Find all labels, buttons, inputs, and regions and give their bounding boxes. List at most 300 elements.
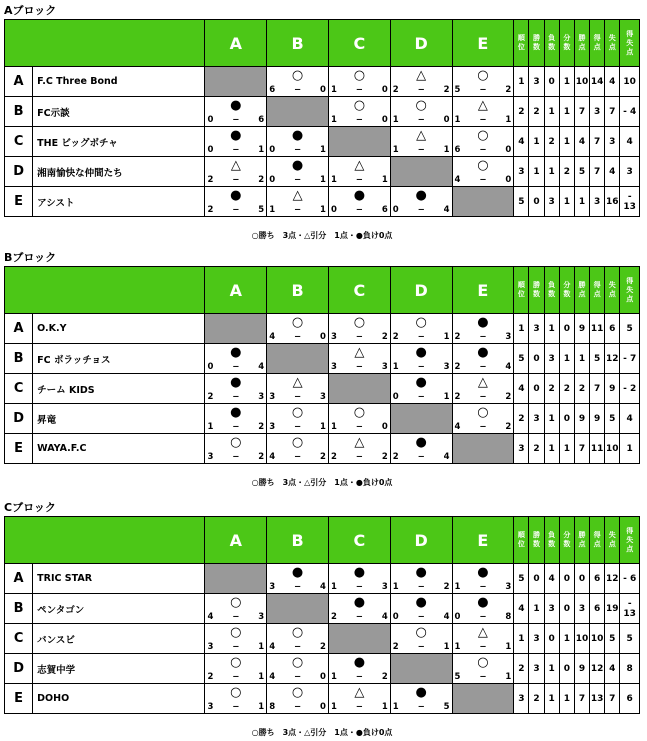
score-dash: − [294, 392, 302, 402]
column-header-stat: 得 点 [590, 517, 605, 564]
column-header-stat: 得 失 点 [620, 267, 640, 314]
result-mark: ● [415, 565, 427, 580]
score-home: 2 [330, 452, 337, 462]
score-away: 0 [320, 702, 326, 712]
result-mark: △ [292, 188, 303, 203]
result-mark: ● [230, 405, 242, 420]
match-result [205, 97, 267, 127]
team-name: FC示談 [33, 97, 205, 127]
stat-cell: 7 [574, 97, 589, 127]
team-name: 湘南愉快な仲間たち [33, 157, 205, 187]
score-dash: − [417, 642, 425, 652]
result-mark: ● [230, 188, 242, 203]
score-away: 6 [381, 205, 388, 215]
score-away: 2 [505, 392, 512, 402]
stat-cell: 5 [620, 624, 640, 654]
stat-cell: - 6 [620, 564, 640, 594]
score-dash: − [294, 332, 302, 342]
column-header-team: C [328, 267, 390, 314]
match-score [393, 582, 450, 592]
column-header-stat: 順 位 [514, 267, 529, 314]
match-result [452, 404, 514, 434]
score-home: 4 [269, 332, 276, 342]
result-mark: ● [353, 655, 366, 670]
result-mark: ○ [230, 655, 242, 670]
score-away: 2 [320, 452, 326, 462]
league-table-block [4, 516, 640, 737]
team-name: 昇竜 [33, 404, 205, 434]
team-row [5, 187, 640, 217]
score-home: 4 [454, 175, 461, 185]
score-away: 3 [320, 392, 326, 402]
team-name: バンスビ [33, 624, 205, 654]
score-dash: − [479, 392, 487, 402]
result-mark: ● [415, 435, 427, 450]
row-label: B [5, 344, 33, 374]
stat-cell: 0 [559, 314, 574, 344]
team-row [5, 594, 640, 624]
match-result [267, 654, 329, 684]
score-dash: − [479, 362, 487, 372]
score-away: 4 [443, 205, 450, 215]
score-away: 1 [320, 145, 326, 155]
stat-cell: 3 [544, 187, 559, 217]
score-away: 1 [443, 332, 450, 342]
match-score [393, 612, 450, 622]
match-score [455, 175, 512, 185]
match-result [328, 654, 390, 684]
score-dash: − [417, 115, 425, 125]
league-table [4, 266, 640, 464]
column-header-team: A [205, 267, 267, 314]
match-result [205, 127, 267, 157]
stat-cell: 3 [529, 654, 544, 684]
team-row [5, 404, 640, 434]
match-score [269, 452, 326, 462]
result-mark: ○ [291, 315, 304, 330]
result-mark: ○ [415, 625, 427, 640]
result-mark: ● [353, 595, 366, 610]
column-header-team: C [328, 20, 390, 67]
team-name: DOHO [33, 684, 205, 714]
self-match-cell [390, 404, 452, 434]
column-header-stat: 負 数 [544, 20, 559, 67]
score-home: 3 [269, 392, 276, 402]
self-match-cell [267, 594, 329, 624]
stat-cell: 0 [559, 404, 574, 434]
score-home: 1 [330, 85, 337, 95]
score-home: 1 [392, 582, 399, 592]
score-away: 4 [443, 612, 450, 622]
score-dash: − [417, 362, 425, 372]
score-dash: − [355, 332, 363, 342]
match-result [328, 404, 390, 434]
match-score [393, 145, 450, 155]
row-label: D [5, 654, 33, 684]
match-result [452, 374, 514, 404]
stat-cell: 4 [620, 404, 640, 434]
stat-cell: 4 [514, 594, 529, 624]
stat-cell: 4 [574, 127, 589, 157]
stat-cell: 3 [590, 97, 605, 127]
match-result [328, 594, 390, 624]
stat-cell: 1 [544, 434, 559, 464]
header-row [5, 517, 640, 564]
team-row [5, 344, 640, 374]
stat-cell: 5 [590, 344, 605, 374]
match-result [328, 434, 390, 464]
score-away: 1 [505, 115, 512, 125]
column-header-stat: 得 失 点 [620, 20, 640, 67]
match-score [269, 672, 326, 682]
match-score [331, 362, 388, 372]
score-away: 1 [505, 672, 512, 682]
result-mark: ● [477, 595, 489, 610]
score-home: 1 [392, 362, 399, 372]
score-home: 0 [269, 145, 276, 155]
block-title: Bブロック [4, 251, 57, 264]
score-away: 1 [381, 175, 388, 185]
score-dash: − [417, 612, 425, 622]
legend: ○勝ち 3点・△引分 1点・●負け0点 [251, 478, 393, 487]
score-home: 4 [269, 672, 276, 682]
stat-cell: 2 [529, 434, 544, 464]
stat-cell: 10 [574, 67, 589, 97]
result-mark: ○ [477, 655, 489, 670]
stat-cell: 1 [544, 654, 559, 684]
row-label: A [5, 67, 33, 97]
score-home: 1 [454, 115, 461, 125]
score-away: 3 [505, 332, 512, 342]
team-row [5, 624, 640, 654]
column-header-stat: 勝 数 [529, 517, 544, 564]
stat-cell: 1 [544, 97, 559, 127]
match-result [267, 127, 329, 157]
match-score [331, 672, 388, 682]
column-header-team: B [267, 517, 329, 564]
result-mark: ○ [230, 435, 242, 450]
score-away: 5 [443, 702, 450, 712]
stat-cell: 2 [514, 654, 529, 684]
team-row [5, 157, 640, 187]
score-away: 2 [258, 175, 265, 185]
score-home: 0 [207, 362, 214, 372]
score-home: 1 [392, 145, 399, 155]
score-away: 1 [320, 422, 326, 432]
score-away: 2 [320, 642, 326, 652]
team-name: THE ビッグボチャ [33, 127, 205, 157]
match-result [205, 187, 267, 217]
stat-cell: 0 [529, 564, 544, 594]
result-mark: ● [353, 188, 366, 203]
match-score [269, 175, 326, 185]
score-dash: − [479, 115, 487, 125]
score-home: 3 [330, 362, 337, 372]
result-mark: △ [416, 68, 427, 83]
stat-cell: 2 [514, 97, 529, 127]
score-home: 1 [330, 582, 337, 592]
match-score [207, 452, 264, 462]
column-header-team: A [205, 517, 267, 564]
column-header-team: A [205, 20, 267, 67]
self-match-cell [452, 434, 514, 464]
match-result [328, 344, 390, 374]
score-home: 1 [330, 672, 337, 682]
score-dash: − [232, 392, 240, 402]
league-table-block [4, 266, 640, 487]
stat-cell: 4 [514, 127, 529, 157]
score-away: 0 [320, 672, 326, 682]
score-home: 3 [330, 332, 337, 342]
match-result [205, 624, 267, 654]
match-result [328, 564, 390, 594]
score-away: 2 [258, 422, 265, 432]
score-away: 2 [505, 85, 512, 95]
score-dash: − [479, 85, 487, 95]
score-dash: − [294, 582, 302, 592]
match-result [267, 684, 329, 714]
stat-cell: 1 [544, 157, 559, 187]
result-mark: △ [354, 345, 365, 360]
score-away: 2 [381, 332, 388, 342]
score-away: 1 [258, 642, 265, 652]
stat-cell: 8 [620, 654, 640, 684]
column-header-team: E [452, 267, 514, 314]
row-label: A [5, 564, 33, 594]
score-home: 3 [269, 422, 276, 432]
score-away: 0 [443, 115, 450, 125]
score-away: 1 [320, 175, 326, 185]
match-score [331, 452, 388, 462]
column-header-stat: 失 点 [605, 20, 620, 67]
match-score [393, 452, 450, 462]
row-label: E [5, 434, 33, 464]
match-score [331, 582, 388, 592]
score-away: 2 [381, 672, 388, 682]
score-away: 1 [320, 205, 326, 215]
score-home: 0 [269, 175, 276, 185]
match-result [267, 564, 329, 594]
score-home: 2 [392, 452, 399, 462]
score-home: 4 [454, 422, 461, 432]
stat-cell: 3 [529, 624, 544, 654]
match-result [390, 684, 452, 714]
stat-cell: 12 [605, 564, 620, 594]
match-result [205, 434, 267, 464]
stat-cell: 0 [529, 374, 544, 404]
score-dash: − [479, 332, 487, 342]
column-header-stat: 順 位 [514, 517, 529, 564]
match-result [452, 654, 514, 684]
result-mark: ○ [477, 158, 489, 173]
stat-cell: 5 [605, 624, 620, 654]
score-home: 2 [330, 612, 337, 622]
score-dash: − [479, 612, 487, 622]
stat-cell: 1 [529, 157, 544, 187]
match-result [452, 67, 514, 97]
score-dash: − [355, 612, 363, 622]
stat-cell: 10 [605, 434, 620, 464]
column-header-stat: 得 点 [590, 20, 605, 67]
score-home: 5 [454, 672, 461, 682]
league-table-block [4, 19, 640, 240]
score-home: 0 [392, 612, 399, 622]
stat-cell: 2 [514, 404, 529, 434]
match-result [390, 314, 452, 344]
score-dash: − [417, 582, 425, 592]
stat-cell: 3 [514, 434, 529, 464]
score-away: 4 [381, 612, 388, 622]
score-home: 0 [207, 145, 214, 155]
score-home: 0 [330, 205, 337, 215]
score-home: 2 [207, 205, 214, 215]
result-mark: ● [230, 375, 242, 390]
score-away: 4 [320, 582, 326, 592]
stat-cell: 0 [544, 67, 559, 97]
score-home: 0 [392, 205, 399, 215]
score-dash: − [479, 642, 487, 652]
score-home: 0 [207, 115, 214, 125]
stat-cell: 13 [590, 684, 605, 714]
stat-cell: 2 [544, 127, 559, 157]
stat-cell: 6 [605, 314, 620, 344]
score-home: 4 [269, 642, 276, 652]
team-name: WAYA.F.C [33, 434, 205, 464]
stat-cell: 10 [620, 67, 640, 97]
score-away: 0 [320, 85, 326, 95]
match-score [207, 115, 264, 125]
stat-cell: 6 [620, 684, 640, 714]
stat-cell: 3 [529, 314, 544, 344]
match-score [393, 115, 450, 125]
match-score [269, 642, 326, 652]
match-score [207, 642, 264, 652]
result-mark: ○ [353, 68, 366, 83]
score-home: 2 [392, 85, 399, 95]
match-score [269, 702, 326, 712]
stat-cell: 9 [574, 314, 589, 344]
match-score [331, 332, 388, 342]
result-mark: ○ [477, 128, 489, 143]
column-header-stat: 勝 数 [529, 267, 544, 314]
legend: ○勝ち 3点・△引分 1点・●負け0点 [251, 231, 393, 240]
stat-cell: 5 [620, 314, 640, 344]
stat-cell: 1 [559, 127, 574, 157]
score-dash: − [417, 392, 425, 402]
stat-cell: 0 [559, 564, 574, 594]
match-score [455, 642, 512, 652]
result-mark: △ [477, 625, 488, 640]
stat-cell: 1 [574, 344, 589, 374]
score-away: 3 [258, 392, 265, 402]
match-result [328, 67, 390, 97]
stat-cell: 7 [574, 434, 589, 464]
team-name: TRIC STAR [33, 564, 205, 594]
result-mark: ○ [230, 595, 242, 610]
match-score [393, 362, 450, 372]
score-home: 1 [330, 702, 337, 712]
score-dash: − [294, 85, 302, 95]
match-score [269, 205, 326, 215]
league-table [4, 516, 640, 714]
self-match-cell [452, 187, 514, 217]
score-dash: − [479, 582, 487, 592]
stat-cell: 2 [544, 374, 559, 404]
score-dash: − [417, 85, 425, 95]
score-home: 1 [392, 702, 399, 712]
score-dash: − [232, 672, 240, 682]
stat-cell: 5 [514, 344, 529, 374]
result-mark: △ [292, 375, 303, 390]
row-label: D [5, 157, 33, 187]
result-mark: ○ [415, 98, 427, 113]
result-mark: ○ [353, 315, 366, 330]
score-dash: − [355, 85, 363, 95]
column-header-stat: 勝 点 [574, 517, 589, 564]
match-score [207, 672, 264, 682]
column-header-stat: 分 数 [559, 267, 574, 314]
team-name: F.C Three Bond [33, 67, 205, 97]
self-match-cell [328, 127, 390, 157]
match-score [331, 175, 388, 185]
score-home: 1 [269, 205, 276, 215]
team-row [5, 67, 640, 97]
match-score [269, 392, 326, 402]
stat-cell: 4 [544, 564, 559, 594]
stat-cell: 5 [514, 187, 529, 217]
header-row [5, 267, 640, 314]
result-mark: ● [477, 565, 489, 580]
stat-cell: 11 [590, 434, 605, 464]
match-score [207, 175, 264, 185]
stat-cell: 3 [574, 594, 589, 624]
score-home: 4 [269, 452, 276, 462]
score-dash: − [417, 205, 425, 215]
row-label: B [5, 594, 33, 624]
column-header-team: B [267, 267, 329, 314]
match-result [205, 654, 267, 684]
column-header-stat: 失 点 [605, 267, 620, 314]
match-score [455, 145, 512, 155]
score-dash: − [355, 702, 363, 712]
self-match-cell [452, 684, 514, 714]
score-home: 3 [207, 642, 214, 652]
column-header-stat: 勝 数 [529, 20, 544, 67]
match-score [455, 612, 512, 622]
match-result [205, 157, 267, 187]
stat-cell: 1 [559, 624, 574, 654]
match-score [331, 205, 388, 215]
match-result [452, 97, 514, 127]
stat-cell: 3 [514, 157, 529, 187]
stat-cell: 3 [529, 67, 544, 97]
result-mark: ○ [291, 655, 304, 670]
score-away: 2 [505, 422, 512, 432]
score-dash: − [355, 362, 363, 372]
match-result [452, 594, 514, 624]
stat-cell: 1 [559, 97, 574, 127]
match-result [328, 97, 390, 127]
match-result [390, 127, 452, 157]
score-away: 1 [443, 392, 450, 402]
self-match-cell [390, 157, 452, 187]
score-dash: − [294, 422, 302, 432]
result-mark: ● [415, 685, 427, 700]
score-home: 0 [392, 392, 399, 402]
score-away: 1 [258, 672, 265, 682]
score-dash: − [232, 612, 240, 622]
stat-cell: 1 [559, 67, 574, 97]
